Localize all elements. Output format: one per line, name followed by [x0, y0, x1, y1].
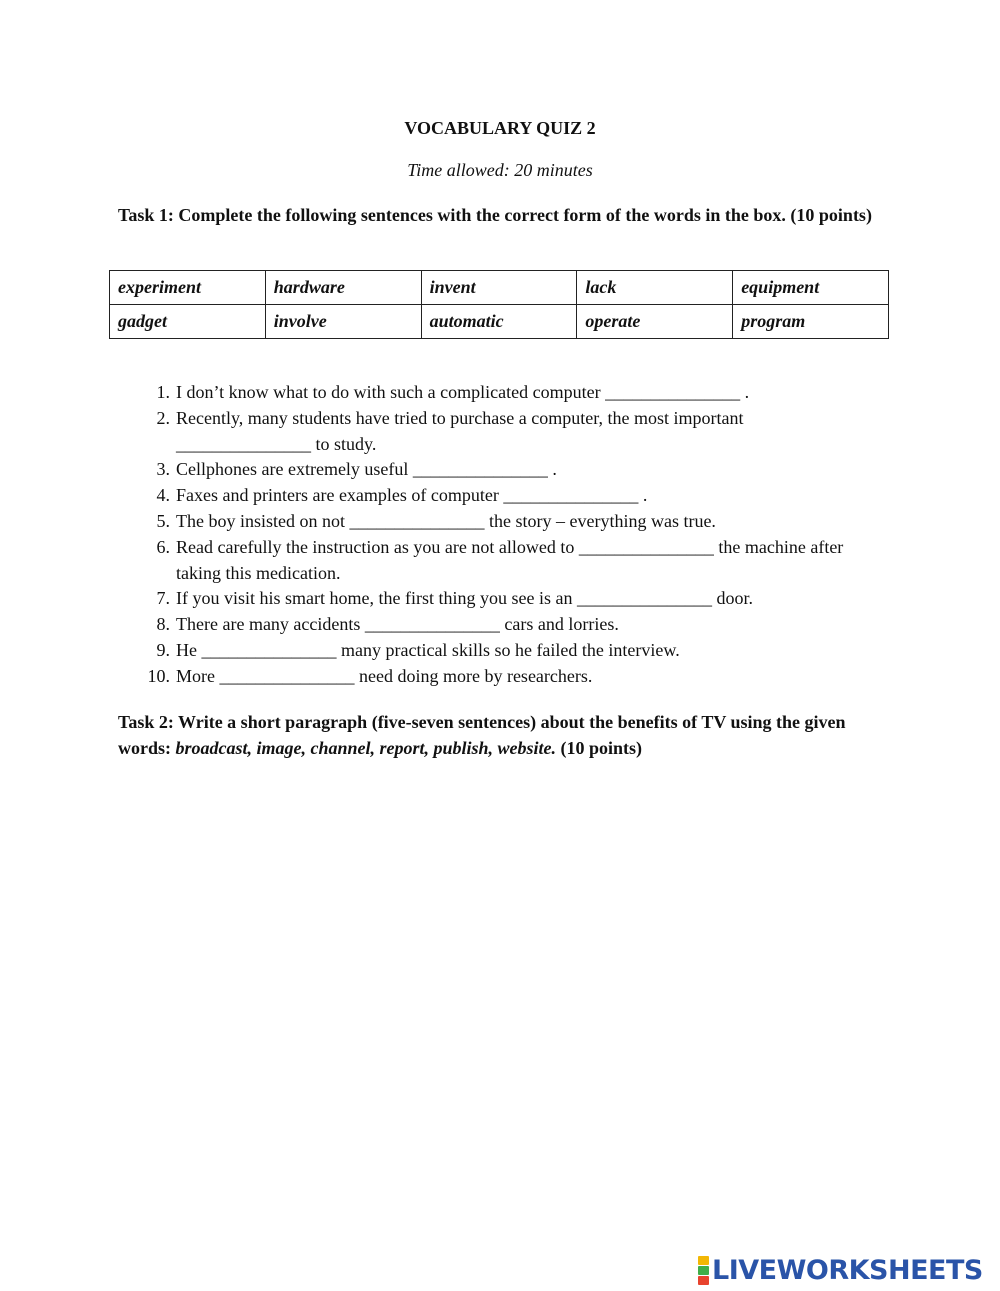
sentence-number: 9. — [156, 639, 170, 660]
logo-block — [698, 1276, 709, 1285]
sentence-number: 10. — [147, 665, 170, 686]
sentence-number: 7. — [156, 588, 170, 609]
sentence-list — [147, 380, 876, 690]
task2-instruction — [118, 709, 888, 761]
sentence-text: I don’t know what to do with such a complicated computer _______________ . — [176, 382, 750, 402]
logo-block — [698, 1256, 709, 1265]
sentence-text: Read carefully the instruction as you are not allowed to _______________ the machine after taking this medication. — [176, 536, 844, 583]
word-box-cell: program — [733, 305, 889, 339]
sentence-item — [156, 612, 876, 638]
sentence-item — [147, 664, 876, 690]
logo-text: LIVEWORKSHEETS — [712, 1254, 983, 1286]
word-box-cell: automatic — [421, 305, 577, 339]
word-box-row — [110, 271, 889, 305]
sentence-number: 6. — [156, 536, 170, 557]
sentence-item — [156, 457, 876, 483]
sentence-item — [156, 509, 876, 535]
sentence-text: If you visit his smart home, the first thing you see is an _______________ door. — [176, 588, 753, 609]
sentence-item — [156, 483, 876, 509]
sentence-number: 5. — [156, 510, 170, 531]
sentence-text: Cellphones are extremely useful _______________ . — [176, 459, 557, 480]
word-box-cell: lack — [577, 271, 733, 305]
sentence-text: The boy insisted on not _______________ the story – everything was true. — [176, 510, 716, 531]
word-box-cell: involve — [265, 305, 421, 339]
word-box — [109, 270, 889, 339]
word-box-row — [110, 305, 889, 339]
logo-blocks-icon — [698, 1256, 709, 1285]
task2-lead: Task 2: Write a short paragraph (five-seven sentences) about the benefits of TV using the given words: — [118, 712, 846, 758]
quiz-title: VOCABULARY QUIZ 2 — [404, 118, 596, 138]
sentence-text: Recently, many students have tried to purchase a computer, the most important _______________ to study. — [176, 407, 744, 454]
time-allowed: Time allowed: 20 minutes — [407, 160, 593, 180]
sentence-item — [156, 406, 876, 458]
sentence-number: 3. — [156, 459, 170, 480]
word-box-cell: operate — [577, 305, 733, 339]
word-box-cell: gadget — [110, 305, 266, 339]
sentence-item — [156, 638, 876, 664]
sentence-item — [156, 380, 876, 406]
task2-points: (10 points) — [556, 738, 643, 758]
word-box-cell: invent — [421, 271, 577, 305]
sentence-text: He _______________ many practical skills so he failed the interview. — [176, 639, 680, 660]
word-box-cell: hardware — [265, 271, 421, 305]
sentence-text: Faxes and printers are examples of computer _______________ . — [176, 485, 648, 506]
sentence-item — [156, 586, 876, 612]
task2-given-words: broadcast, image, channel, report, publish, website. — [175, 738, 557, 758]
sentence-number: 1. — [156, 382, 170, 402]
logo-block — [698, 1266, 709, 1275]
word-box-cell: equipment — [733, 271, 889, 305]
sentence-number: 4. — [156, 485, 170, 506]
sentence-text: There are many accidents _______________ cars and lorries. — [176, 614, 619, 635]
task1-instruction: Task 1: Complete the following sentences with the correct form of the words in the box. (10 points) — [118, 205, 872, 225]
sentence-item — [156, 535, 876, 587]
word-box-cell: experiment — [110, 271, 266, 305]
sentence-text: More _______________ need doing more by researchers. — [176, 665, 593, 686]
sentence-number: 2. — [156, 407, 170, 428]
sentence-number: 8. — [156, 614, 170, 635]
liveworksheets-logo[interactable] — [698, 1255, 983, 1285]
